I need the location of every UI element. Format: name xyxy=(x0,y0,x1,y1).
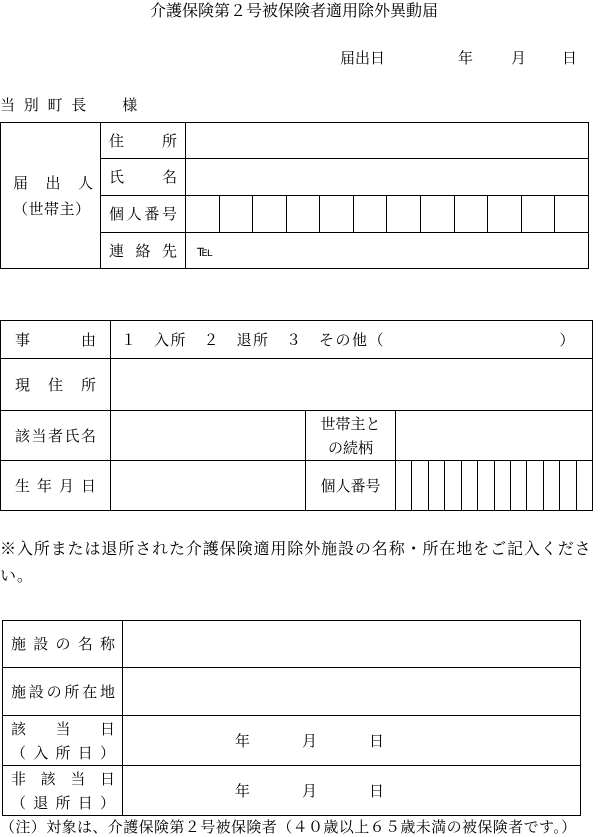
personal-number-digit-box xyxy=(494,461,510,510)
personal-number-digit-box xyxy=(559,461,575,510)
birthdate-label-cell xyxy=(1,461,111,511)
facility-table xyxy=(2,620,581,816)
filing-date-year-label: 年 xyxy=(458,49,474,67)
filing-date-day-label: 日 xyxy=(562,49,578,67)
year-label: 年 xyxy=(235,731,251,750)
current-address-row xyxy=(1,359,593,411)
applicant-group-sublabel: （世帯主） xyxy=(13,199,90,218)
personal-number-digit-box xyxy=(219,196,253,232)
subject-name-row xyxy=(1,411,593,461)
facility-location-field xyxy=(123,668,581,716)
personal-number-digit-box xyxy=(554,196,588,232)
applicant-address-row xyxy=(1,123,589,159)
non-applicable-date-field xyxy=(123,766,581,816)
filing-date-month-label: 月 xyxy=(511,49,527,67)
reason-other-close-paren: ） xyxy=(559,330,576,349)
current-address-field xyxy=(111,359,593,411)
personal-number-digit-box xyxy=(477,461,493,510)
subject-personal-number-label-cell xyxy=(306,461,396,511)
month-label: 月 xyxy=(302,781,318,800)
applicable-date-line xyxy=(123,731,580,751)
applicant-contact-label-cell xyxy=(101,233,186,269)
facility-location-row xyxy=(3,668,581,716)
non-applicable-date-line xyxy=(123,781,580,801)
personal-number-digit-box xyxy=(353,196,387,232)
personal-number-digit-box xyxy=(396,461,411,510)
personal-number-digit-box xyxy=(521,196,555,232)
applicable-date-label-cell xyxy=(3,716,123,766)
applicant-name-label: 氏 名 xyxy=(109,168,177,186)
reason-options-cell xyxy=(111,321,593,359)
applicable-date-row xyxy=(3,716,581,766)
non-applicable-date-label: 非 該 当 日 xyxy=(11,769,115,788)
facility-location-label-cell xyxy=(3,668,123,716)
subject-personal-number-label: 個人番号 xyxy=(320,476,381,495)
applicant-address-label-cell xyxy=(101,123,186,159)
current-address-label-cell xyxy=(1,359,111,411)
personal-number-digit-box xyxy=(454,196,488,232)
subject-personal-number-field xyxy=(396,461,593,511)
form-title: 介護保険第２号被保険者適用除外異動届 xyxy=(149,1,438,20)
personal-number-digit-box xyxy=(576,461,592,510)
relation-label-line1: 世帯主と xyxy=(320,414,381,433)
birthdate-row xyxy=(1,461,593,511)
personal-number-digit-box xyxy=(420,196,454,232)
personal-number-digit-box xyxy=(386,196,420,232)
applicable-date-sublabel: （入所日） xyxy=(11,743,115,762)
facility-name-label-cell xyxy=(3,621,123,668)
reason-options xyxy=(111,330,592,350)
relation-label-line2: の続柄 xyxy=(327,438,373,457)
personal-number-digit-box xyxy=(252,196,286,232)
facility-instruction-note: ※入所または退所された介護保険適用除外施設の名称・所在地をご記入ください。 xyxy=(0,539,592,585)
reason-label: 事 由 xyxy=(15,330,96,349)
applicant-group-label: 届 出 人 xyxy=(13,173,93,192)
footer-note: （注）対象は、介護保険第２号被保険者（４０歳以上６５歳未満の被保険者です。） xyxy=(0,818,577,836)
applicant-personal-number-boxes xyxy=(186,196,588,232)
applicant-personal-number-label-cell xyxy=(101,196,186,233)
birthdate-label: 生 年 月 日 xyxy=(15,476,96,495)
applicant-contact-label: 連 絡 先 xyxy=(109,241,177,260)
personal-number-digit-box xyxy=(411,461,427,510)
applicant-address-label: 住 所 xyxy=(109,131,177,150)
applicant-name-field xyxy=(186,159,589,196)
day-label: 日 xyxy=(369,781,385,800)
personal-number-digit-box xyxy=(461,461,477,510)
current-address-label: 現 住 所 xyxy=(15,375,96,394)
month-label: 月 xyxy=(302,731,318,750)
addressee: 当 別 町 長 様 xyxy=(0,96,140,114)
facility-location-label: 施設の所在地 xyxy=(11,682,115,701)
applicant-name-label-cell xyxy=(101,159,186,196)
facility-name-field xyxy=(123,621,581,668)
facility-name-label: 施 設 の 名 称 xyxy=(11,635,115,653)
subject-name-label-cell xyxy=(1,411,111,461)
filing-date-label: 届出日 xyxy=(340,49,386,67)
personal-number-digit-box xyxy=(319,196,353,232)
applicant-group-cell xyxy=(1,123,101,269)
applicant-contact-field xyxy=(186,233,589,269)
non-applicable-date-sublabel: （退所日） xyxy=(11,793,115,812)
reason-options-text: １ 入所 ２ 退所 ３ その他（ xyxy=(121,330,386,349)
relation-label-cell xyxy=(306,411,396,461)
personal-number-digit-box xyxy=(510,461,526,510)
reason-label-cell xyxy=(1,321,111,359)
applicant-personal-number-field xyxy=(186,196,589,233)
applicant-table xyxy=(0,122,589,269)
personal-number-digit-box xyxy=(543,461,559,510)
applicant-address-field xyxy=(186,123,589,159)
personal-number-digit-box xyxy=(444,461,460,510)
personal-number-digit-box xyxy=(428,461,444,510)
applicant-personal-number-label: 個人番号 xyxy=(109,205,177,223)
applicable-date-label: 該 当 日 xyxy=(11,719,115,738)
relation-field xyxy=(396,411,593,461)
personal-number-digit-box xyxy=(186,196,219,232)
personal-number-digit-box xyxy=(487,196,521,232)
personal-number-digit-box xyxy=(286,196,320,232)
day-label: 日 xyxy=(369,731,385,750)
subject-name-label: 該当者氏名 xyxy=(15,426,96,445)
applicable-date-field xyxy=(123,716,581,766)
personal-number-digit-box xyxy=(526,461,542,510)
subject-personal-number-boxes xyxy=(396,461,592,510)
subject-table xyxy=(0,320,593,511)
non-applicable-date-label-cell xyxy=(3,766,123,816)
birthdate-field xyxy=(111,461,306,511)
subject-name-field xyxy=(111,411,306,461)
reason-row xyxy=(1,321,593,359)
non-applicable-date-row xyxy=(3,766,581,816)
facility-name-row xyxy=(3,621,581,668)
year-label: 年 xyxy=(235,781,251,800)
tel-mark: ℡ xyxy=(197,241,214,260)
